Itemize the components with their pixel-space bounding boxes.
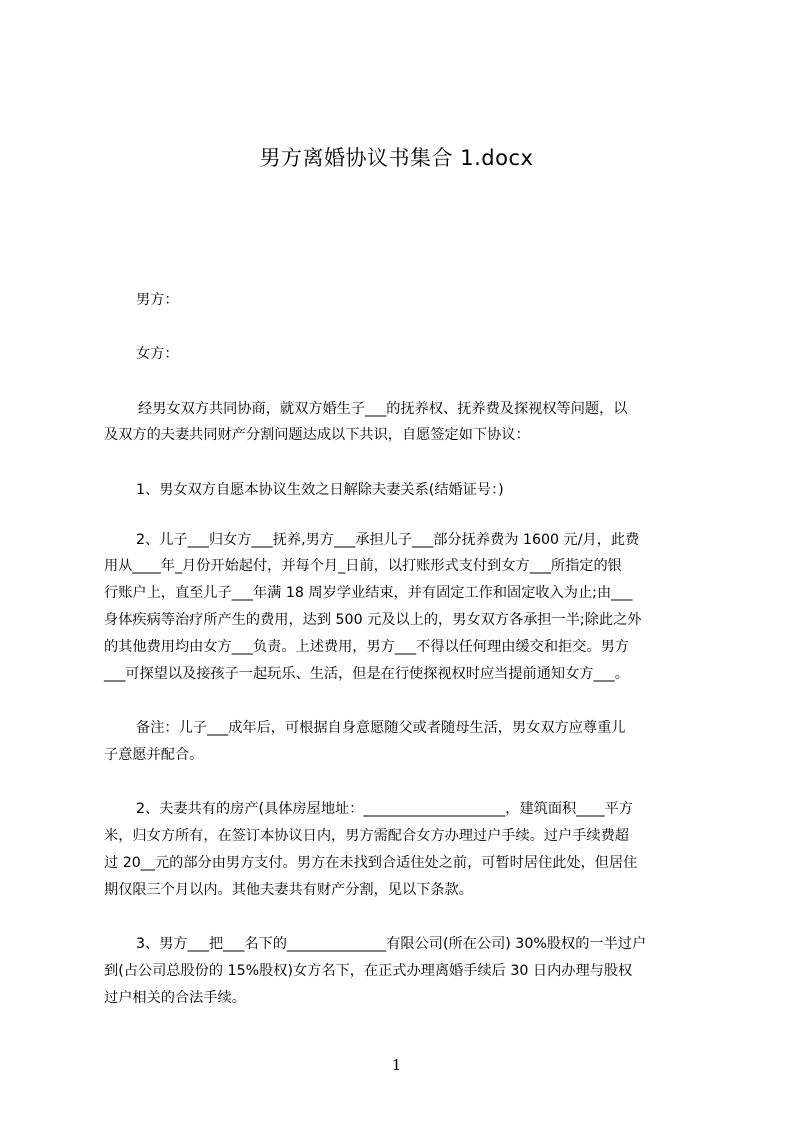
paragraph-line: 2、夫妻共有的房产(具体房屋地址：____________________，建筑面积____平方 bbox=[136, 801, 633, 817]
paragraph-line: 2、儿子___归女方___抚养,男方___承担儿子___部分抚养费为 1600 元/月，此费 bbox=[136, 532, 640, 548]
paragraph-line: 到(占公司总股份的 15%股权)女方名下，在正式办理离婚手续后 30 日内办理与股权 bbox=[104, 963, 633, 979]
paragraph-line: 经男女双方共同协商，就双方婚生子___的抚养权、抚养费及探视权等问题，以 bbox=[138, 401, 628, 417]
paragraph-line: 男方： bbox=[136, 292, 179, 308]
paragraph-line: 的其他费用均由女方___负责。上述费用，男方___不得以任何理由缓交和拒交。男方 bbox=[104, 639, 629, 655]
paragraph-line: 3、男方___把___名下的______________有限公司(所在公司) 30%股权的一半过户 bbox=[136, 936, 647, 952]
paragraph-line: 行账户上，直至儿子___年满 18 周岁学业结束，并有固定工作和固定收入为止;由___ bbox=[104, 585, 633, 601]
paragraph-line: 过 20__元的部分由男方支付。男方在未找到合适住处之前，可暂时居住此处，但居住 bbox=[104, 855, 638, 871]
paragraph-line: 过户相关的合法手续。 bbox=[104, 990, 246, 1006]
paragraph-line: ___可探望以及接孩子一起玩乐、生活，但是在行使探视权时应当提前通知女方___。 bbox=[104, 666, 629, 682]
paragraph-line: 及双方的夫妻共同财产分割问题达成以下共识，自愿签定如下协议： bbox=[104, 427, 530, 443]
paragraph-line: 用从____年_月份开始起付，并每个月_日前，以打账形式支付到女方___所指定的银 bbox=[104, 558, 622, 574]
paragraph-line: 米，归女方所有，在签订本协议日内，男方需配合女方办理过户手续。过户手续费超 bbox=[104, 828, 629, 844]
paragraph-line: 女方： bbox=[136, 346, 179, 362]
paragraph-line: 身体疾病等治疗所产生的费用，达到 500 元及以上的，男女双方各承担一半;除此之外 bbox=[104, 612, 642, 628]
paragraph-line: 子意愿并配合。 bbox=[104, 747, 204, 763]
paragraph-line: 1、男女双方自愿本协议生效之日解除夫妻关系(结婚证号：) bbox=[136, 482, 504, 498]
document-title: 男方离婚协议书集合 1.docx bbox=[259, 146, 534, 170]
paragraph-line: 备注：儿子___成年后，可根据自身意愿随父或者随母生活，男女双方应尊重儿 bbox=[136, 720, 626, 736]
paragraph-line: 期仅限三个月以内。其他夫妻共有财产分割，见以下条款。 bbox=[104, 882, 473, 898]
page-number: 1 bbox=[391, 1056, 402, 1074]
